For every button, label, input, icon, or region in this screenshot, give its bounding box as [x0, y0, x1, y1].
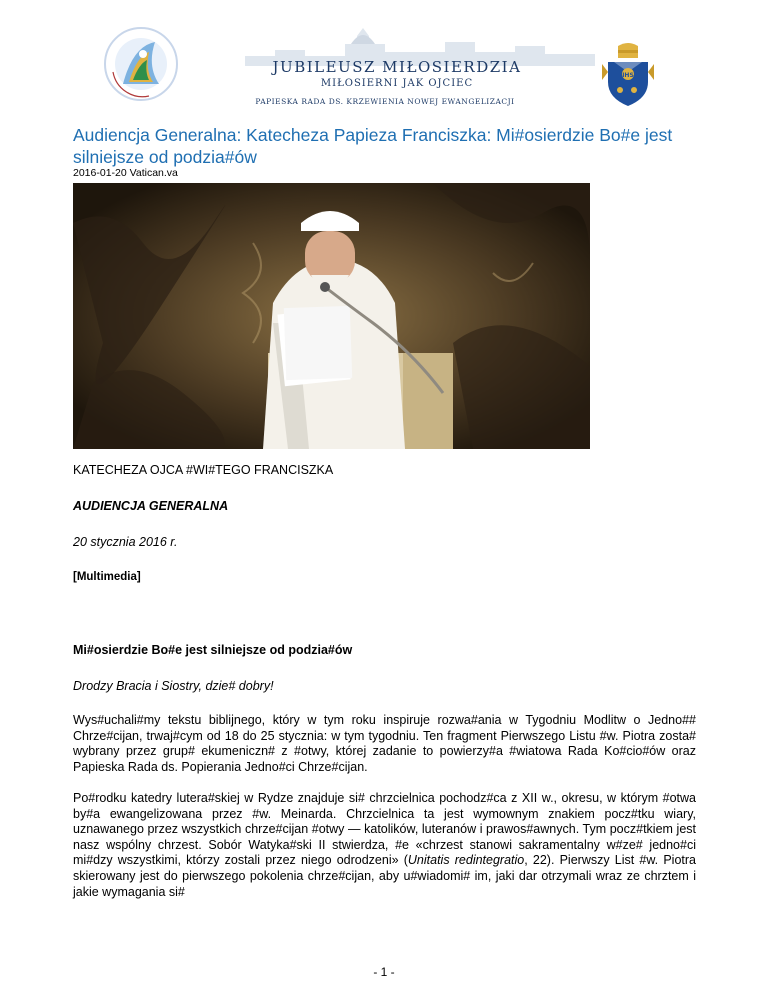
jubilee-subtitle: MIŁOSIERNI JAK OJCIEC [320, 78, 474, 89]
multimedia-link[interactable]: [Multimedia] [73, 571, 141, 583]
paragraph-2-text-a: Po#rodku katedry lutera#skiej w Rydze znajduje si# chrzcielnica pochodz#ca z XII w., okresu, w którym #otwa by#a ewangelizowana przez #w. Meinarda. Chrzcielnica ta jest wymownym znakiem pocz#tku wiary, uznawanego przez wszystkich chrze#cijan #otwy — katolików, luteranów i prawos#awnych. Tym pocz#tkiem jest nasz wspólny chrzest. Sobór Watyka#ski II stwierdza, #e «chrzest stanowi sakramentalny w#ze# jedno#ci mi#dzy wszystkimi, którzy zostali przez niego odrodzeni» ( [73, 791, 696, 868]
page-number: - 1 - [373, 965, 395, 979]
audience-date: 20 stycznia 2016 r. [73, 535, 178, 549]
catechesis-heading: KATECHEZA OJCA #WI#TEGO FRANCISZKA [73, 463, 334, 477]
article-dateline: 2016-01-20 Vatican.va [73, 167, 178, 179]
paragraph-1: Wys#uchali#my tekstu biblijnego, który w tym roku inspiruje rozwa#ania w Tygodniu Modlitw o Jedno## Chrze#cijan, trwaj#cym od 18 do 25 stycznia: w tym tygodniu. Ten fragment Pierwszego Listu #w. Piotra zosta# wybrany przez grup# ekumeniczn# z #otwy, której zadanie to powierzy#a #wiatowa Rada Ko#cio#ów oraz Papieska Rada ds. Popierania Jedno#ci Chrze#cijan. [73, 713, 696, 774]
jubilee-logo [103, 26, 179, 102]
pope-speaking-photo [73, 183, 590, 449]
paragraph-2-text-b: , 22). Pierwszy List #w. Piotra skierowany jest do pierwszego pokolenia chrze#cijan, aby u#wiadomi# im, jaki dar otrzymali wraz ze chrztem i jakie wymagania si# [73, 853, 696, 899]
svg-text:IHS: IHS [622, 72, 634, 79]
jubilee-header [0, 0, 768, 120]
article-title: Audiencja Generalna: Katecheza Papieza Franciszka: Mi#osierdzie Bo#e jest silniejsze od podzia#ów [73, 125, 673, 167]
greeting: Drodzy Bracia i Siostry, dzie# dobry! [73, 679, 274, 693]
jubilee-title: JUBILEUSZ MIŁOSIERDZIA [272, 58, 522, 76]
paragraph-2 [73, 791, 696, 900]
paragraph-2-citation: Unitatis redintegratio [407, 853, 525, 868]
section-title: Mi#osierdzie Bo#e jest silniejsze od podzia#ów [73, 643, 353, 657]
pontifical-council-line: PAPIESKA RADA DS. KRZEWIENIA NOWEJ EWANGELIZACJI [255, 97, 515, 106]
audience-heading: AUDIENCJA GENERALNA [73, 499, 229, 513]
papal-coat-of-arms [600, 42, 656, 108]
